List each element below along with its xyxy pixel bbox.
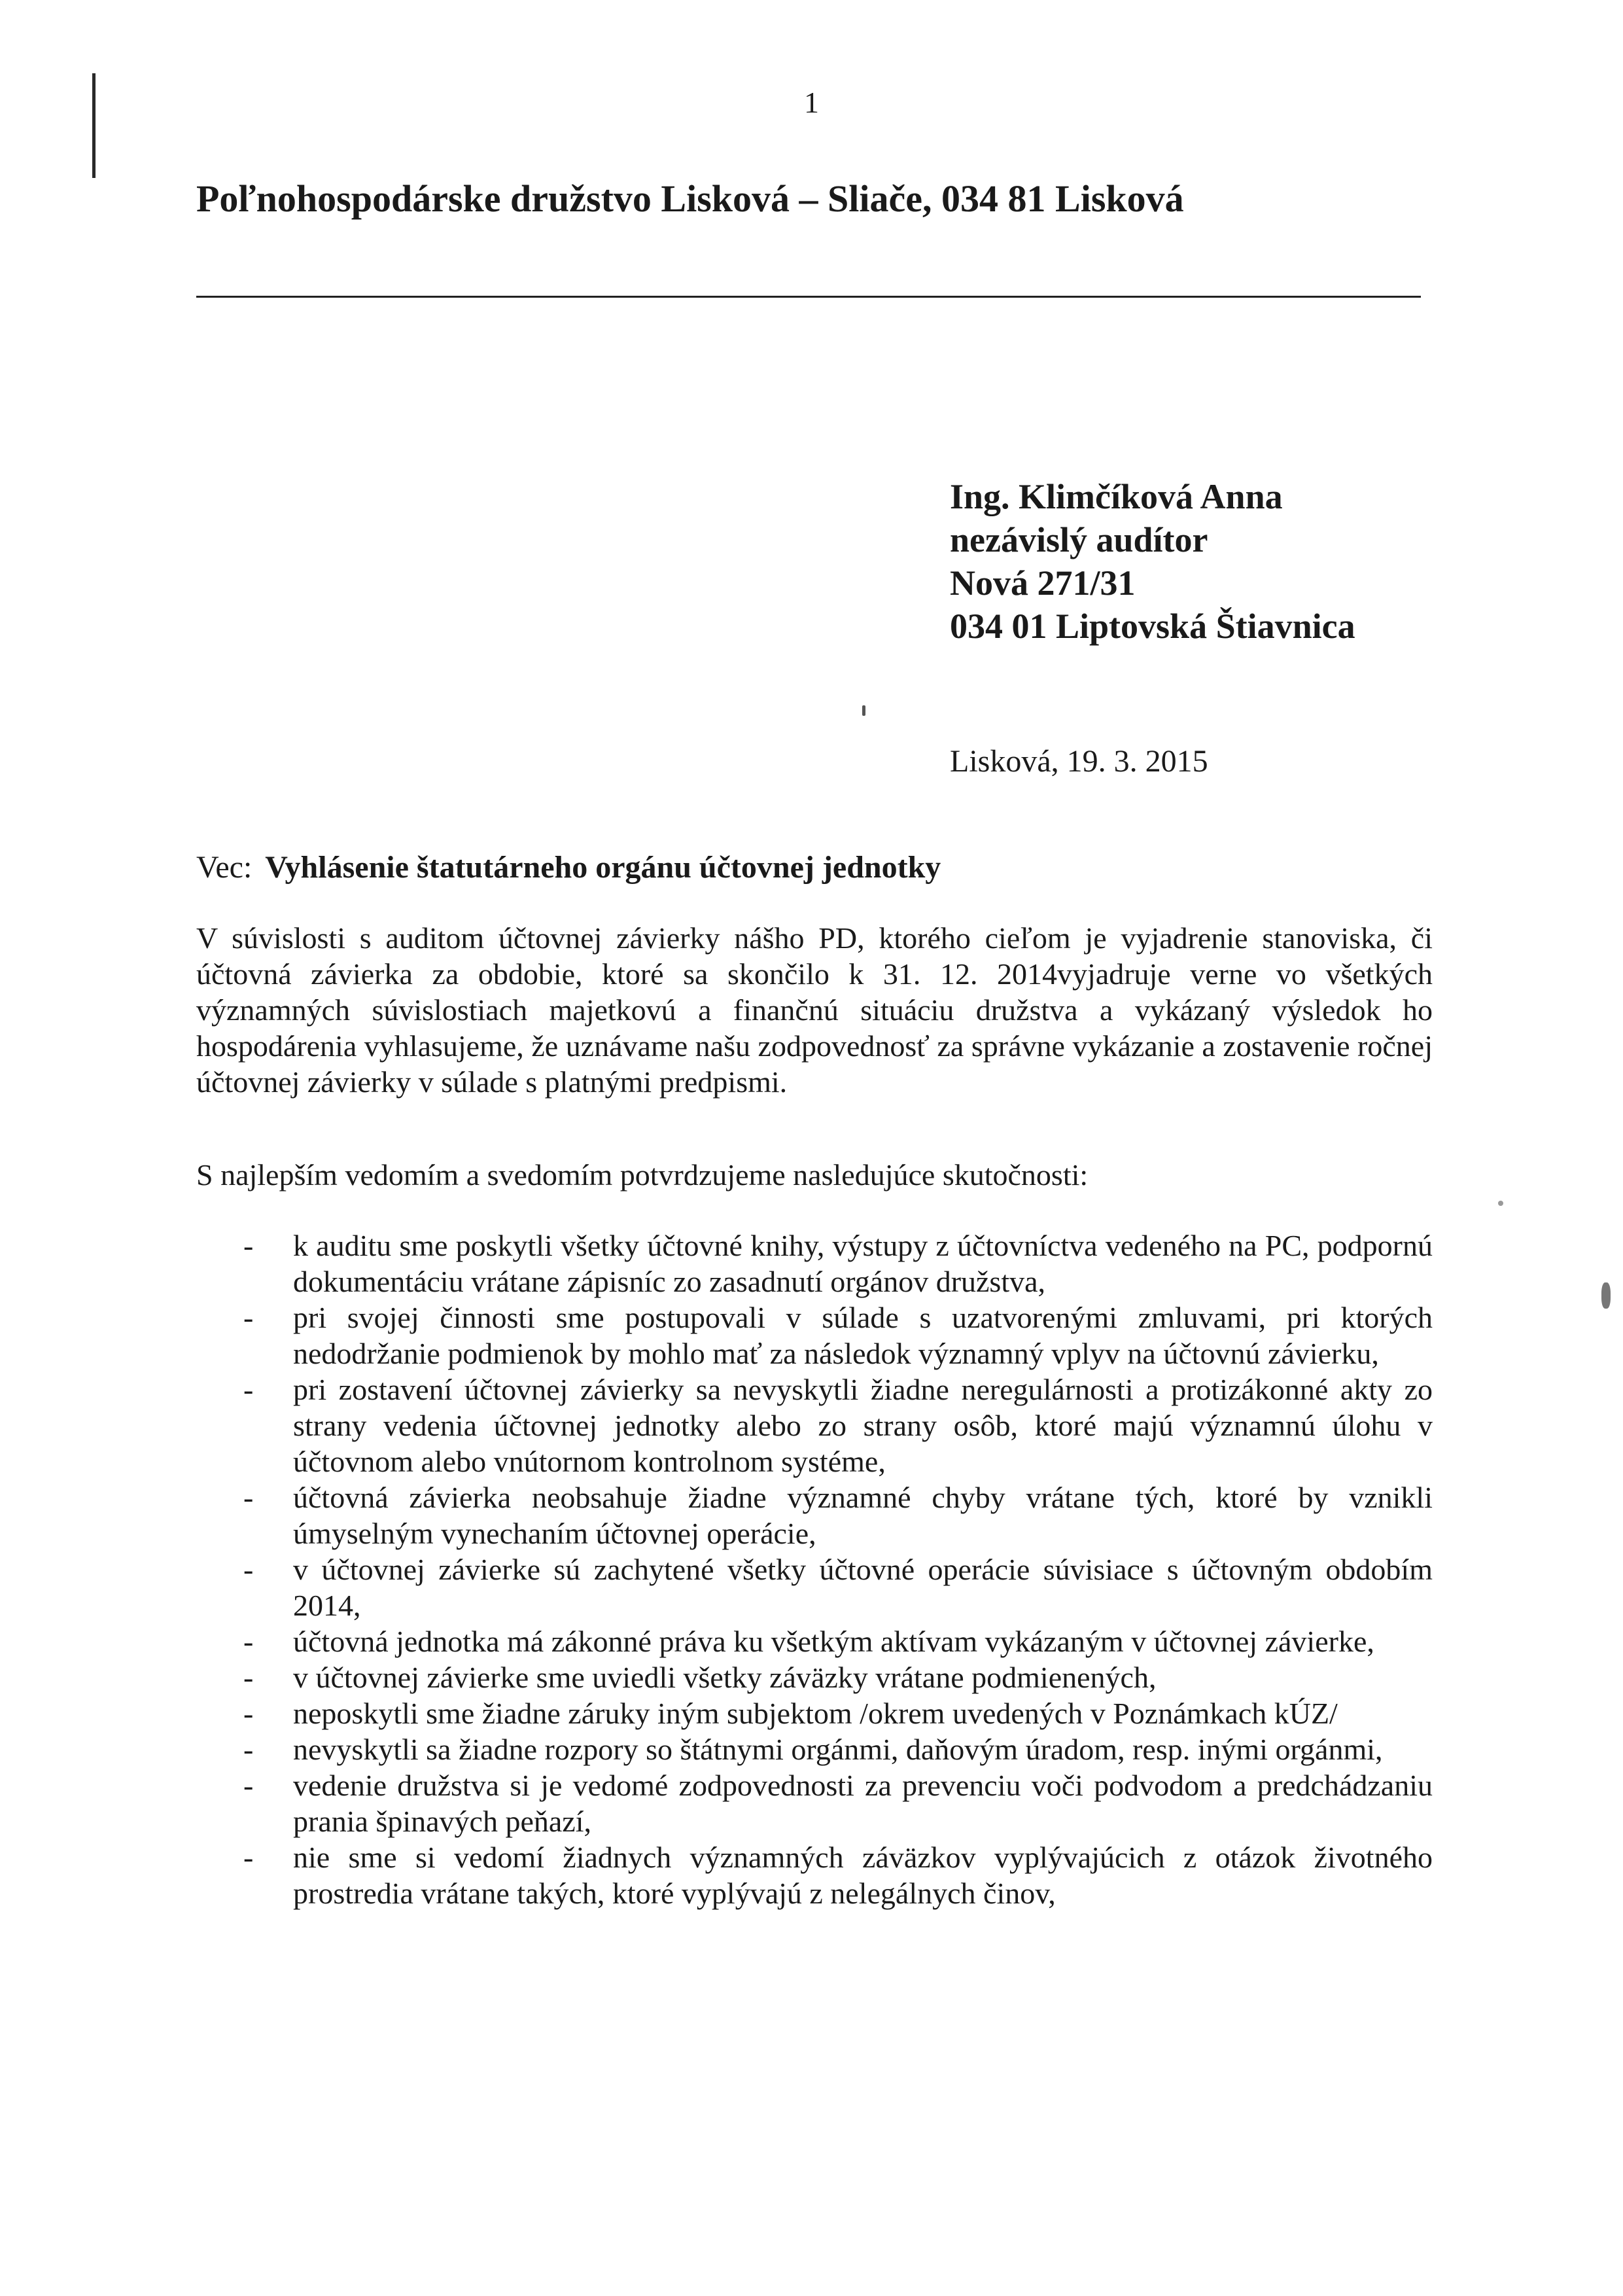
bullet-dash: -	[243, 1229, 254, 1262]
list-item	[196, 1479, 1433, 1551]
addressee-role: nezávislý audítor	[950, 520, 1208, 559]
list-item	[196, 1623, 1433, 1659]
list-item	[196, 1227, 1433, 1299]
addressee-city: 034 01 Liptovská Štiavnica	[950, 607, 1355, 646]
list-item-text: vedenie družstva si je vedomé zodpovednosti za prevenciu voči podvodom a predchádzaniu prania špinavých peňazí,	[293, 1769, 1433, 1838]
scan-artifact	[1498, 1201, 1503, 1206]
list-item	[196, 1299, 1433, 1371]
subject-text: Vyhlásenie štatutárneho orgánu účtovnej jednotky	[265, 850, 941, 885]
intro-paragraph: V súvislosti s auditom účtovnej závierky nášho PD, ktorého cieľom je vyjadrenie stanoviska, či účtovná závierka za obdobie, ktoré sa skončilo k 31. 12. 2014vyjadruje verne vo všetkých významných súvislostiach majetkovú a finančnú situáciu družstva a vykázaný výsledok ho hospodárenia vyhlasujeme, že uznávame našu zodpovednosť za správne vykázanie a zostavenie ročnej účtovnej závierky v súlade s platnými predpismi.	[196, 921, 1433, 1099]
list-item-text: účtovná jednotka má zákonné práva ku všetkým aktívam vykázaným v účtovnej závierke,	[293, 1625, 1374, 1658]
lead-sentence: S najlepším vedomím a svedomím potvrdzujeme nasledujúce skutočnosti:	[196, 1158, 1089, 1192]
addressee-street: Nová 271/31	[950, 563, 1136, 603]
list-item	[196, 1839, 1433, 1911]
list-item-text: v účtovnej závierke sú zachytené všetky účtovné operácie súvisiace s účtovným obdobím 2014,	[293, 1553, 1433, 1622]
bullet-dash: -	[243, 1841, 254, 1874]
list-item	[196, 1695, 1433, 1731]
addressee-name: Ing. Klimčíková Anna	[950, 477, 1283, 516]
bullet-dash: -	[243, 1373, 254, 1406]
subject-line	[196, 849, 941, 885]
list-item-text: neposkytli sme žiadne záruky iným subjektom /okrem uvedených v Poznámkach kÚZ/	[293, 1697, 1338, 1730]
list-item	[196, 1551, 1433, 1623]
statements-list	[196, 1227, 1433, 1911]
place-and-date: Lisková, 19. 3. 2015	[950, 744, 1208, 779]
list-item-text: v účtovnej závierke sme uviedli všetky záväzky vrátane podmienených,	[293, 1661, 1157, 1694]
page-number: 1	[804, 86, 819, 119]
company-letterhead: Poľnohospodárske družstvo Lisková – Sliače, 034 81 Lisková	[196, 177, 1184, 220]
bullet-dash: -	[243, 1769, 254, 1802]
list-item-text: k auditu sme poskytli všetky účtovné knihy, výstupy z účtovníctva vedeného na PC, podpornú dokumentáciu vrátane zápisníc zo zasadnutí orgánov družstva,	[293, 1229, 1433, 1298]
list-item	[196, 1659, 1433, 1695]
bullet-dash: -	[243, 1733, 254, 1766]
addressee-block	[950, 475, 1355, 648]
list-item	[196, 1371, 1433, 1479]
letterhead-divider	[196, 296, 1421, 298]
list-item-text: nevyskytli sa žiadne rozpory so štátnymi orgánmi, daňovým úradom, resp. inými orgánmi,	[293, 1733, 1383, 1766]
list-item-text: pri zostavení účtovnej závierky sa nevyskytli žiadne neregulárnosti a protizákonné akty zo strany vedenia účtovnej jednotky alebo zo strany osôb, ktoré majú významnú úlohu v účtovnom alebo vnútornom kontrolnom systéme,	[293, 1373, 1433, 1478]
bullet-dash: -	[243, 1553, 254, 1586]
bullet-dash: -	[243, 1697, 254, 1730]
scan-artifact	[1601, 1282, 1611, 1309]
bullet-dash: -	[243, 1625, 254, 1658]
bullet-dash: -	[243, 1661, 254, 1694]
list-item	[196, 1731, 1433, 1767]
bullet-dash: -	[243, 1481, 254, 1514]
list-item-text: nie sme si vedomí žiadnych významných záväzkov vyplývajúcich z otázok životného prostredia vrátane takých, ktoré vyplývajú z nelegálnych činov,	[293, 1841, 1433, 1910]
bullet-dash: -	[243, 1301, 254, 1334]
list-item	[196, 1767, 1433, 1839]
list-item-text: účtovná závierka neobsahuje žiadne významné chyby vrátane tých, ktoré by vznikli úmyselným vynechaním účtovnej operácie,	[293, 1481, 1433, 1550]
list-item-text: pri svojej činnosti sme postupovali v súlade s uzatvorenými zmluvami, pri ktorých nedodržanie podmienok by mohlo mať za následok významný vplyv na účtovnú závierku,	[293, 1301, 1433, 1370]
subject-label: Vec:	[196, 850, 253, 885]
scan-artifact	[862, 705, 865, 716]
